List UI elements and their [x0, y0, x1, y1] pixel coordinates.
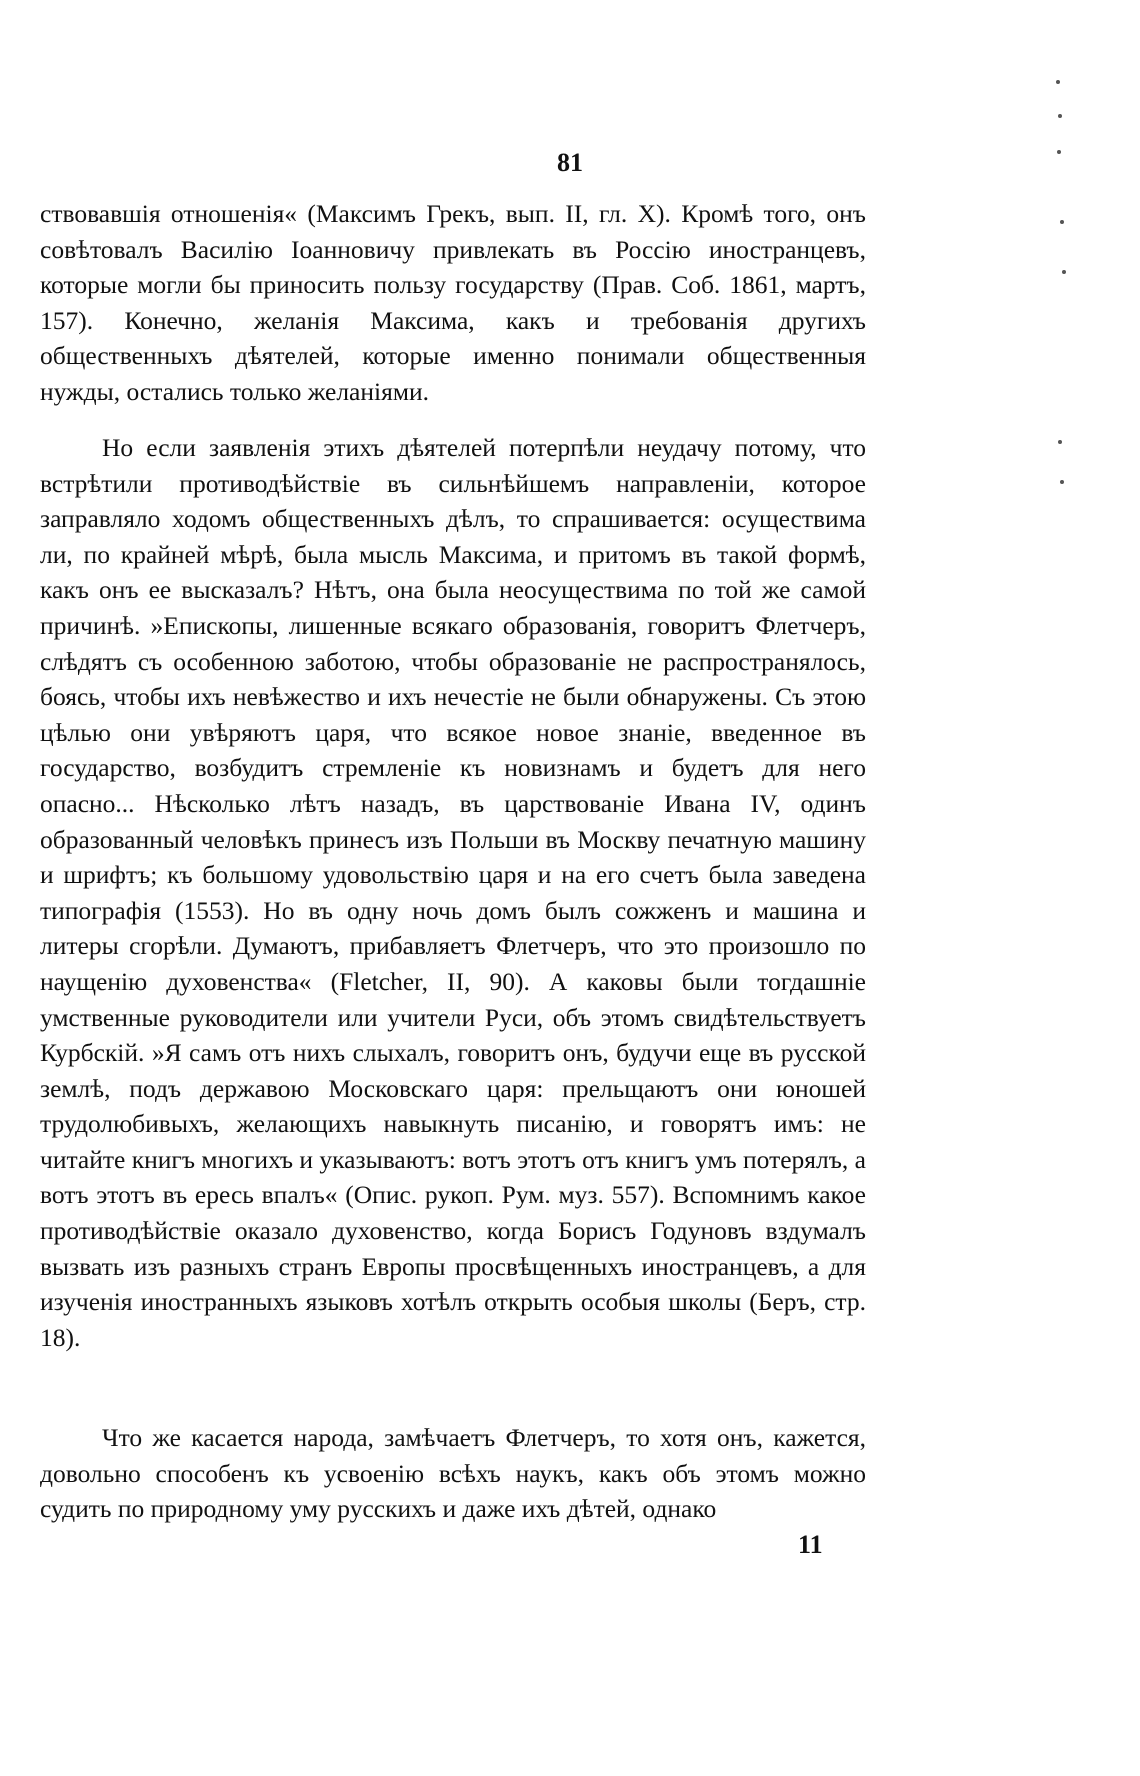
paragraph-final — [40, 1420, 866, 1527]
paragraph-continuation — [40, 196, 866, 410]
paragraph-2-text: Но если заявленія этихъ дѣятелей потерпѣли неудачу потому, что встрѣтили противодѣйствіе въ сильнѣйшемъ направленіи, которое заправляло ходомъ общественныхъ дѣлъ, то спрашивается: осуществима ли, по крайней мѣрѣ, была мысль Максима, и притомъ въ такой формѣ, какъ онъ ее высказалъ? Нѣтъ, она была неосуществима по той же самой причинѣ. »Епископы, лишенные всякаго образованія, говоритъ Флетчеръ, слѣдятъ съ особенною заботою, чтобы образованіе не распространялось, боясь, чтобы ихъ невѣжество и ихъ нечестіе не были обнаружены. Съ этою цѣлью они увѣряютъ царя, что всякое новое знаніе, введенное въ государство, возбудитъ стремленіе къ новизнамъ и будетъ для него опасно... Нѣсколько лѣтъ назадъ, въ царствованіе Ивана IV, одинъ образованный человѣкъ принесъ изъ Польши въ Москву печатную машину и шрифтъ; къ большому удовольствію царя и на его счетъ была заведена типографія (1553). Но въ одну ночь домъ былъ сожженъ и машина и литеры сгорѣли. Думаютъ, прибавляетъ Флетчеръ, что это произошло по наущенію духовенства« (Fletcher, II, 90). А каковы были тогдашніе умственные руководители или учители Руси, объ этомъ свидѣтельствуетъ Курбскій. »Я самъ отъ нихъ слыхалъ, говоритъ онъ, будучи еще въ русской землѣ, подъ державою Московскаго царя: прельщаютъ они юношей трудолюбивыхъ, желающихъ навыкнуть писанію, и говорятъ имъ: не читайте книгъ многихъ и указываютъ: вотъ этотъ отъ книгъ умъ потерялъ, а вотъ этотъ въ ересь впалъ« (Опис. рукоп. Рум. муз. 557). Вспомнимъ какое противодѣйствіе оказало духовенство, когда Борисъ Годуновъ вздумалъ вызвать изъ разныхъ странъ Европы просвѣщенныхъ иностранцевъ, а для изученія иностранныхъ языковъ хотѣлъ открыть особыя школы (Беръ, стр. 18). — [40, 433, 866, 1352]
margin-specks — [1052, 60, 1092, 660]
page-number: 81 — [557, 148, 583, 177]
signature-mark: 11 — [798, 1530, 823, 1559]
paragraph-1-text: ствовавшія отношенія« (Максимъ Грекъ, вып. II, гл. X). Кромѣ того, онъ совѣтовалъ Василію Іоанновичу привлекать въ Россію иностранцевъ, которые могли бы приносить пользу государству (Прав. Соб. 1861, мартъ, 157). Конечно, желанія Максима, какъ и требованія другихъ общественныхъ дѣятелей, которые именно понимали общественныя нужды, остались только желаніями. — [40, 199, 866, 406]
paragraph-main — [40, 430, 866, 1355]
paragraph-3-text: Что же касается народа, замѣчаетъ Флетчеръ, то хотя онъ, кажется, довольно способенъ къ усвоенію всѣхъ наукъ, какъ объ этомъ можно судить по природному уму русскихъ и даже ихъ дѣтей, однако — [40, 1423, 866, 1524]
